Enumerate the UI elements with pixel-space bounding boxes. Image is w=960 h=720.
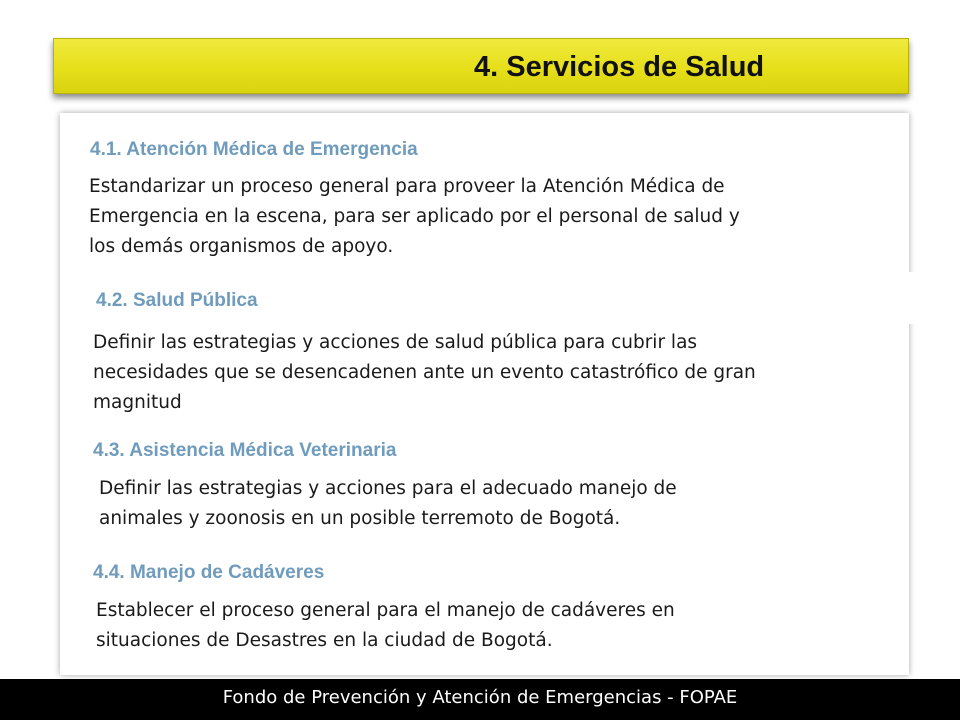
text-line: necesidades que se desencadenen ante un evento catastrófico de gran (93, 362, 756, 383)
text-line: Estandarizar un proceso general para proveer la Atención Médica de (89, 176, 725, 197)
text-line: magnitud (93, 392, 182, 413)
section-heading-veterinary-care: 4.3. Asistencia Médica Veterinaria (93, 440, 397, 461)
text-line: animales y zoonosis en un posible terremoto de Bogotá. (99, 508, 621, 529)
section-text-corpse-handling (96, 596, 675, 656)
text-line: Emergencia en la escena, para ser aplicado por el personal de salud y (89, 206, 740, 227)
text-line: Definir las estrategias y acciones para el adecuado manejo de (99, 478, 677, 499)
panel-notch (905, 272, 917, 324)
text-line: situaciones de Desastres en la ciudad de Bogotá. (96, 630, 553, 651)
page-title: 4. Servicios de Salud (474, 51, 765, 83)
section-text-emergency-care (89, 172, 740, 262)
section-heading-emergency-care: 4.1. Atención Médica de Emergencia (90, 139, 418, 160)
section-heading-public-health: 4.2. Salud Pública (96, 290, 258, 311)
section-text-veterinary-care (99, 474, 677, 534)
section-text-public-health (93, 328, 756, 418)
footer-bar (0, 679, 960, 720)
text-line: los demás organismos de apoyo. (89, 236, 394, 257)
footer-text: Fondo de Prevención y Atención de Emergencias - FOPAE (222, 687, 738, 708)
section-heading-corpse-handling: 4.4. Manejo de Cadáveres (93, 562, 325, 583)
text-line: Definir las estrategias y acciones de salud pública para cubrir las (93, 332, 698, 353)
text-line: Establecer el proceso general para el manejo de cadáveres en (96, 600, 675, 621)
title-bar (53, 38, 909, 94)
